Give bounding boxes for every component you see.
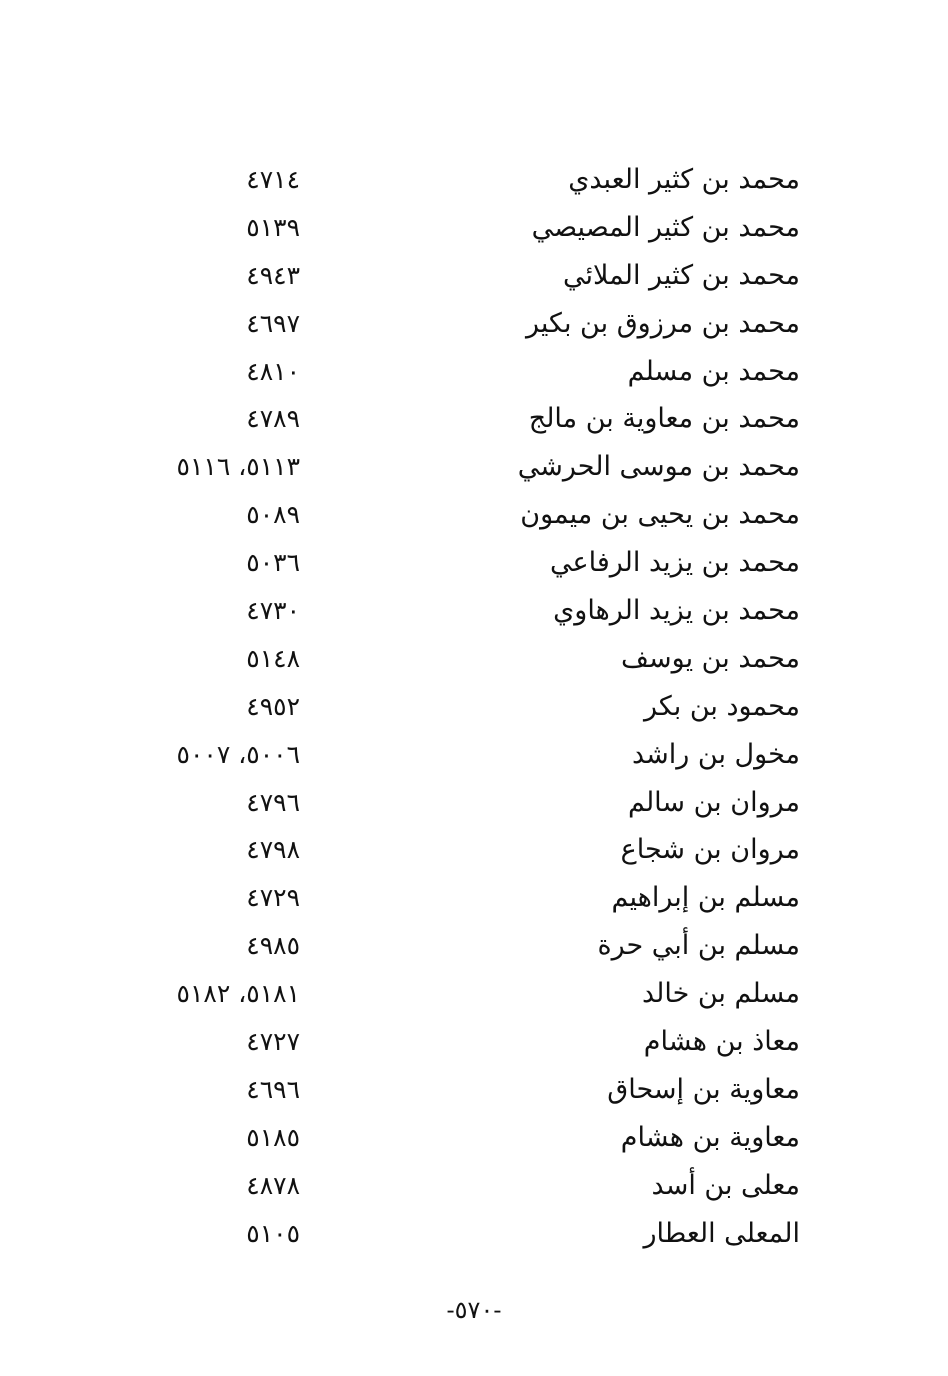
entry-reference-numbers: ٤٨١٠ xyxy=(246,356,300,386)
entry-name: محمد بن يزيد الرفاعي xyxy=(550,547,800,579)
index-row xyxy=(0,635,948,683)
entry-reference-numbers: ٤٧٨٩ xyxy=(246,404,300,434)
index-row xyxy=(0,395,948,443)
entry-name: مسلم بن أبي حرة xyxy=(597,930,800,962)
index-row xyxy=(0,683,948,731)
entry-reference-numbers: ٤٦٩٧ xyxy=(246,308,300,338)
entry-reference-numbers: ٤٧٩٦ xyxy=(246,787,300,817)
entry-reference-numbers: ٥٠٠٦، ٥٠٠٧ xyxy=(176,739,300,769)
index-row xyxy=(0,1066,948,1114)
entry-reference-numbers: ٤٧٢٧ xyxy=(246,1027,300,1057)
entry-name: مسلم بن خالد xyxy=(641,978,800,1010)
entry-reference-numbers: ٤٩٥٢ xyxy=(246,691,300,721)
index-row xyxy=(0,1018,948,1066)
entry-reference-numbers: ٤٧٣٠ xyxy=(246,596,300,626)
entry-name: محمد بن يوسف xyxy=(621,642,800,674)
entry-name: محمد بن مسلم xyxy=(627,355,800,387)
index-row xyxy=(0,443,948,491)
entry-name: محمد بن كثير المصيصي xyxy=(531,211,800,243)
entry-reference-numbers: ٥٠٣٦ xyxy=(246,548,300,578)
entry-name: المعلى العطار xyxy=(643,1217,800,1249)
entry-name: مروان بن سالم xyxy=(627,786,800,818)
index-row xyxy=(0,731,948,779)
entry-name: محمد بن كثير الملائي xyxy=(562,259,800,291)
entry-name: محمد بن مرزوق بن بكير xyxy=(526,307,800,339)
entry-reference-numbers: ٤٩٨٥ xyxy=(246,931,300,961)
index-row xyxy=(0,156,948,204)
entry-name: معلى بن أسد xyxy=(651,1169,800,1201)
entry-name: محمد بن موسى الحرشي xyxy=(517,451,800,483)
entry-name: معاوية بن هشام xyxy=(620,1121,800,1153)
entry-reference-numbers: ٤٩٤٣ xyxy=(246,260,300,290)
entry-reference-numbers: ٤٨٧٨ xyxy=(246,1170,300,1200)
entry-name: مسلم بن إبراهيم xyxy=(611,882,800,914)
entry-name: معاوية بن إسحاق xyxy=(607,1073,800,1105)
entry-reference-numbers: ٥١٠٥ xyxy=(246,1218,300,1248)
index-row xyxy=(0,587,948,635)
entry-name: معاذ بن هشام xyxy=(643,1026,800,1058)
entry-reference-numbers: ٥٠٨٩ xyxy=(246,500,300,530)
index-row xyxy=(0,1114,948,1162)
index-row xyxy=(0,1162,948,1210)
index-row xyxy=(0,348,948,396)
name-index-list xyxy=(0,156,948,1257)
entry-reference-numbers: ٥١٨٥ xyxy=(246,1122,300,1152)
entry-reference-numbers: ٥١١٣، ٥١١٦ xyxy=(176,452,300,482)
entry-reference-numbers: ٤٧٩٨ xyxy=(246,835,300,865)
index-row xyxy=(0,874,948,922)
entry-name: مروان بن شجاع xyxy=(620,834,800,866)
entry-reference-numbers: ٤٦٩٦ xyxy=(246,1074,300,1104)
index-row xyxy=(0,252,948,300)
index-row xyxy=(0,970,948,1018)
entry-name: مخول بن راشد xyxy=(631,738,800,770)
entry-name: محمد بن يزيد الرهاوي xyxy=(553,595,800,627)
index-row xyxy=(0,826,948,874)
entry-reference-numbers: ٥١٣٩ xyxy=(246,212,300,242)
index-row xyxy=(0,204,948,252)
index-row xyxy=(0,922,948,970)
entry-name: محمود بن بكر xyxy=(643,690,800,722)
index-row xyxy=(0,1210,948,1258)
entry-reference-numbers: ٤٧٢٩ xyxy=(246,883,300,913)
page-number: -٥٧٠- xyxy=(446,1296,502,1324)
entry-name: محمد بن يحيى بن ميمون xyxy=(520,499,800,531)
index-row xyxy=(0,300,948,348)
entry-name: محمد بن كثير العبدي xyxy=(568,164,800,195)
entry-reference-numbers: ٥١٤٨ xyxy=(246,643,300,673)
entry-reference-numbers: ٤٧١٤ xyxy=(246,165,300,194)
index-row xyxy=(0,539,948,587)
index-row xyxy=(0,491,948,539)
index-row xyxy=(0,779,948,827)
entry-name: محمد بن معاوية بن مالج xyxy=(528,403,800,435)
entry-reference-numbers: ٥١٨١، ٥١٨٢ xyxy=(176,979,300,1009)
